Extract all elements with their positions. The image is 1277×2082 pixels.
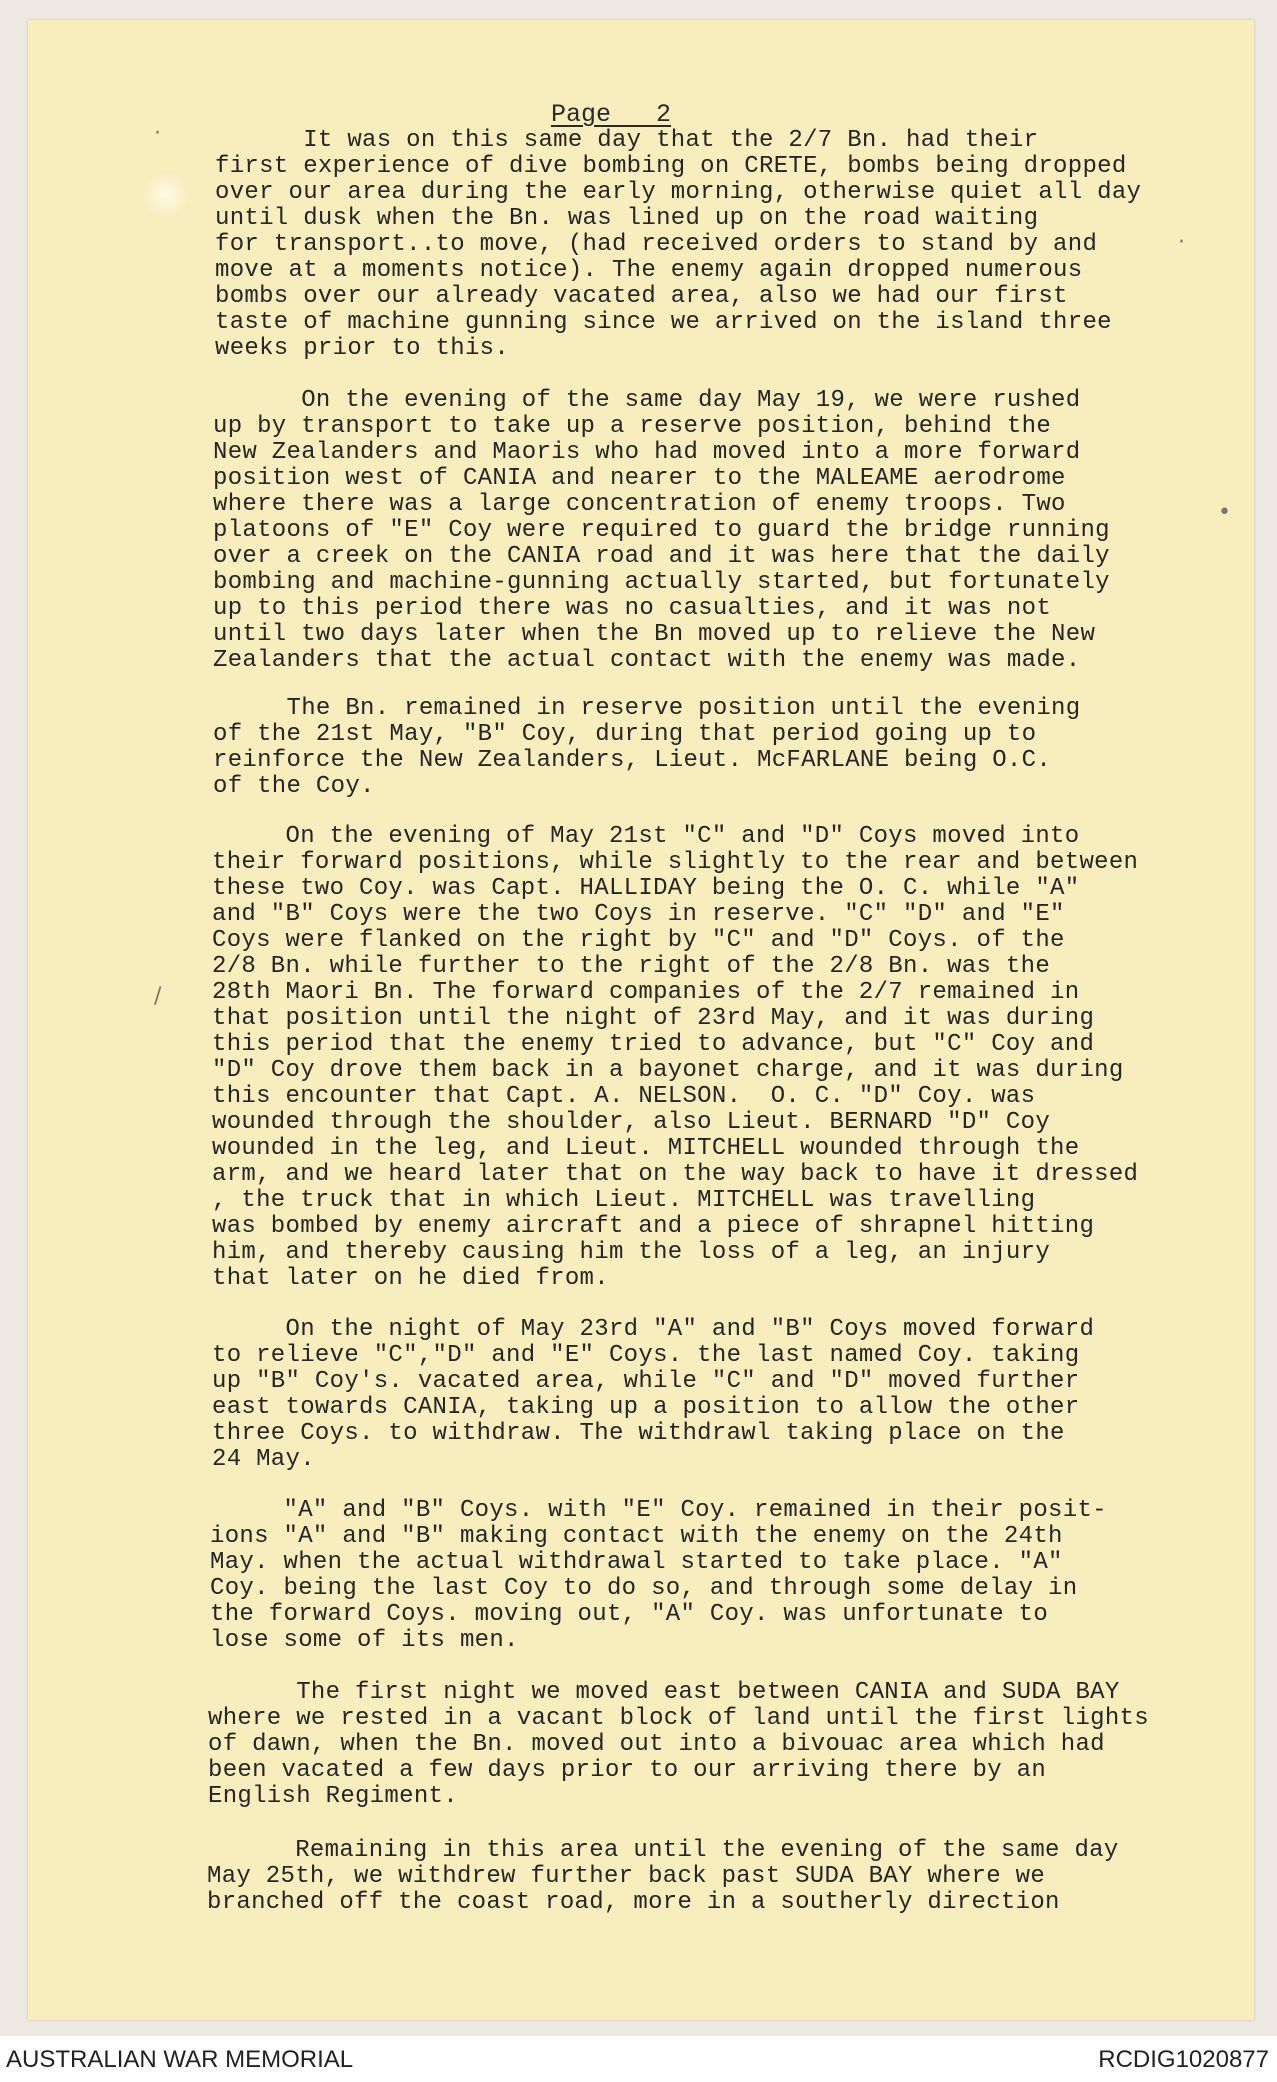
page-title: Page 2	[551, 100, 672, 129]
text-line: for transport..to move, (had received orders to stand by and	[215, 231, 1098, 258]
text-line: up "B" Coy's. vacated area, while "C" and "D" moved further	[212, 1368, 1080, 1395]
speck-mark: ·	[1178, 230, 1185, 255]
text-line: this period that the enemy tried to advance, but "C" Coy and	[212, 1031, 1095, 1058]
text-line: the forward Coys. moving out, "A" Coy. was unfortunate to	[210, 1601, 1049, 1628]
text-line: bombs over our already vacated area, also we had our first	[215, 283, 1068, 310]
speck-mark: •	[1218, 500, 1231, 525]
text-line: east towards CANIA, taking up a position to allow the other	[212, 1394, 1080, 1421]
text-line: Zealanders that the actual contact with the enemy was made.	[213, 647, 1081, 674]
text-line: May 25th, we withdrew further back past SUDA BAY where we	[207, 1863, 1046, 1890]
text-line: wounded in the leg, and Lieut. MITCHELL wounded through the	[212, 1135, 1080, 1162]
text-line: that position until the night of 23rd May, and it was during	[212, 1005, 1095, 1032]
text-line: of the Coy.	[213, 773, 375, 800]
text-line: of the 21st May, "B" Coy, during that period going up to	[213, 721, 1037, 748]
text-line: The first night we moved east between CANIA and SUDA BAY	[208, 1679, 1120, 1706]
text-line: wounded through the shoulder, also Lieut. BERNARD "D" Coy	[212, 1109, 1051, 1136]
text-line: that later on he died from.	[212, 1265, 609, 1292]
text-line: and "B" Coys were the two Coys in reserve. "C" "D" and "E"	[212, 901, 1065, 928]
text-line: Remaining in this area until the evening of the same day	[207, 1837, 1119, 1864]
text-line: "A" and "B" Coys. with "E" Coy. remained in their posit-	[210, 1497, 1107, 1524]
text-line: up by transport to take up a reserve position, behind the	[213, 413, 1052, 440]
text-line: until two days later when the Bn moved up to relieve the New	[213, 621, 1096, 648]
text-line: Coy. being the last Coy to do so, and through some delay in	[210, 1575, 1078, 1602]
text-line: weeks prior to this.	[215, 335, 510, 362]
text-line: May. when the actual withdrawal started to take place. "A"	[210, 1549, 1063, 1576]
footer-reference-id: RCDIG1020877	[1098, 2046, 1269, 2073]
text-line: platoons of "E" Coy were required to guard the bridge running	[213, 517, 1110, 544]
text-line: where there was a large concentration of enemy troops. Two	[213, 491, 1066, 518]
text-line: where we rested in a vacant block of land until the first lights	[208, 1705, 1149, 1732]
pencil-tick-mark: /	[154, 984, 162, 1009]
text-line: position west of CANIA and nearer to the MALEAME aerodrome	[213, 465, 1066, 492]
text-line: lose some of its men.	[210, 1627, 519, 1654]
text-line: , the truck that in which Lieut. MITCHELL was travelling	[212, 1187, 1036, 1214]
text-line: arm, and we heard later that on the way back to have it dressed	[212, 1161, 1139, 1188]
text-line: been vacated a few days prior to our arriving there by an	[208, 1757, 1047, 1784]
text-line: taste of machine gunning since we arrived on the island three	[215, 309, 1112, 336]
text-line: English Regiment.	[208, 1783, 458, 1810]
text-line: move at a moments notice). The enemy again dropped numerous	[215, 257, 1083, 284]
text-line: branched off the coast road, more in a southerly direction	[207, 1889, 1060, 1916]
text-line: up to this period there was no casualties, and it was not	[213, 595, 1052, 622]
text-line: to relieve "C","D" and "E" Coys. the last named Coy. taking	[212, 1342, 1080, 1369]
text-line: bombing and machine-gunning actually started, but fortunately	[213, 569, 1110, 596]
text-line: these two Coy. was Capt. HALLIDAY being the O. C. while "A"	[212, 875, 1080, 902]
text-line: over our area during the early morning, otherwise quiet all day	[215, 179, 1142, 206]
text-line: over a creek on the CANIA road and it was here that the daily	[213, 543, 1110, 570]
footer-institution: AUSTRALIAN WAR MEMORIAL	[6, 2046, 354, 2073]
text-line: of dawn, when the Bn. moved out into a bivouac area which had	[208, 1731, 1105, 1758]
text-line: It was on this same day that the 2/7 Bn. had their	[215, 127, 1039, 154]
text-line: On the evening of the same day May 19, we were rushed	[213, 387, 1081, 414]
text-line: New Zealanders and Maoris who had moved into a more forward	[213, 439, 1081, 466]
text-line: 2/8 Bn. while further to the right of the 2/8 Bn. was the	[212, 953, 1051, 980]
text-line: first experience of dive bombing on CRETE, bombs being dropped	[215, 153, 1127, 180]
text-line: On the evening of May 21st "C" and "D" Coys moved into	[212, 823, 1080, 850]
text-line: ions "A" and "B" making contact with the enemy on the 24th	[210, 1523, 1063, 1550]
text-line: three Coys. to withdraw. The withdrawl taking place on the	[212, 1420, 1065, 1447]
text-line: their forward positions, while slightly to the rear and between	[212, 849, 1139, 876]
text-line: reinforce the New Zealanders, Lieut. McFARLANE being O.C.	[213, 747, 1052, 774]
text-line: him, and thereby causing him the loss of a leg, an injury	[212, 1239, 1051, 1266]
text-line: 24 May.	[212, 1446, 315, 1473]
text-line: until dusk when the Bn. was lined up on the road waiting	[215, 205, 1039, 232]
speck-mark: ·	[154, 121, 161, 146]
text-line: 28th Maori Bn. The forward companies of the 2/7 remained in	[212, 979, 1080, 1006]
paper-stain	[143, 172, 189, 218]
text-line: this encounter that Capt. A. NELSON. O. C. "D" Coy. was	[212, 1083, 1036, 1110]
text-line: The Bn. remained in reserve position until the evening	[213, 695, 1081, 722]
text-line: Coys were flanked on the right by "C" and "D" Coys. of the	[212, 927, 1065, 954]
archive-footer	[0, 2036, 1277, 2082]
text-line: was bombed by enemy aircraft and a piece of shrapnel hitting	[212, 1213, 1095, 1240]
text-line: On the night of May 23rd "A" and "B" Coys moved forward	[212, 1316, 1095, 1343]
text-line: "D" Coy drove them back in a bayonet charge, and it was during	[212, 1057, 1124, 1084]
